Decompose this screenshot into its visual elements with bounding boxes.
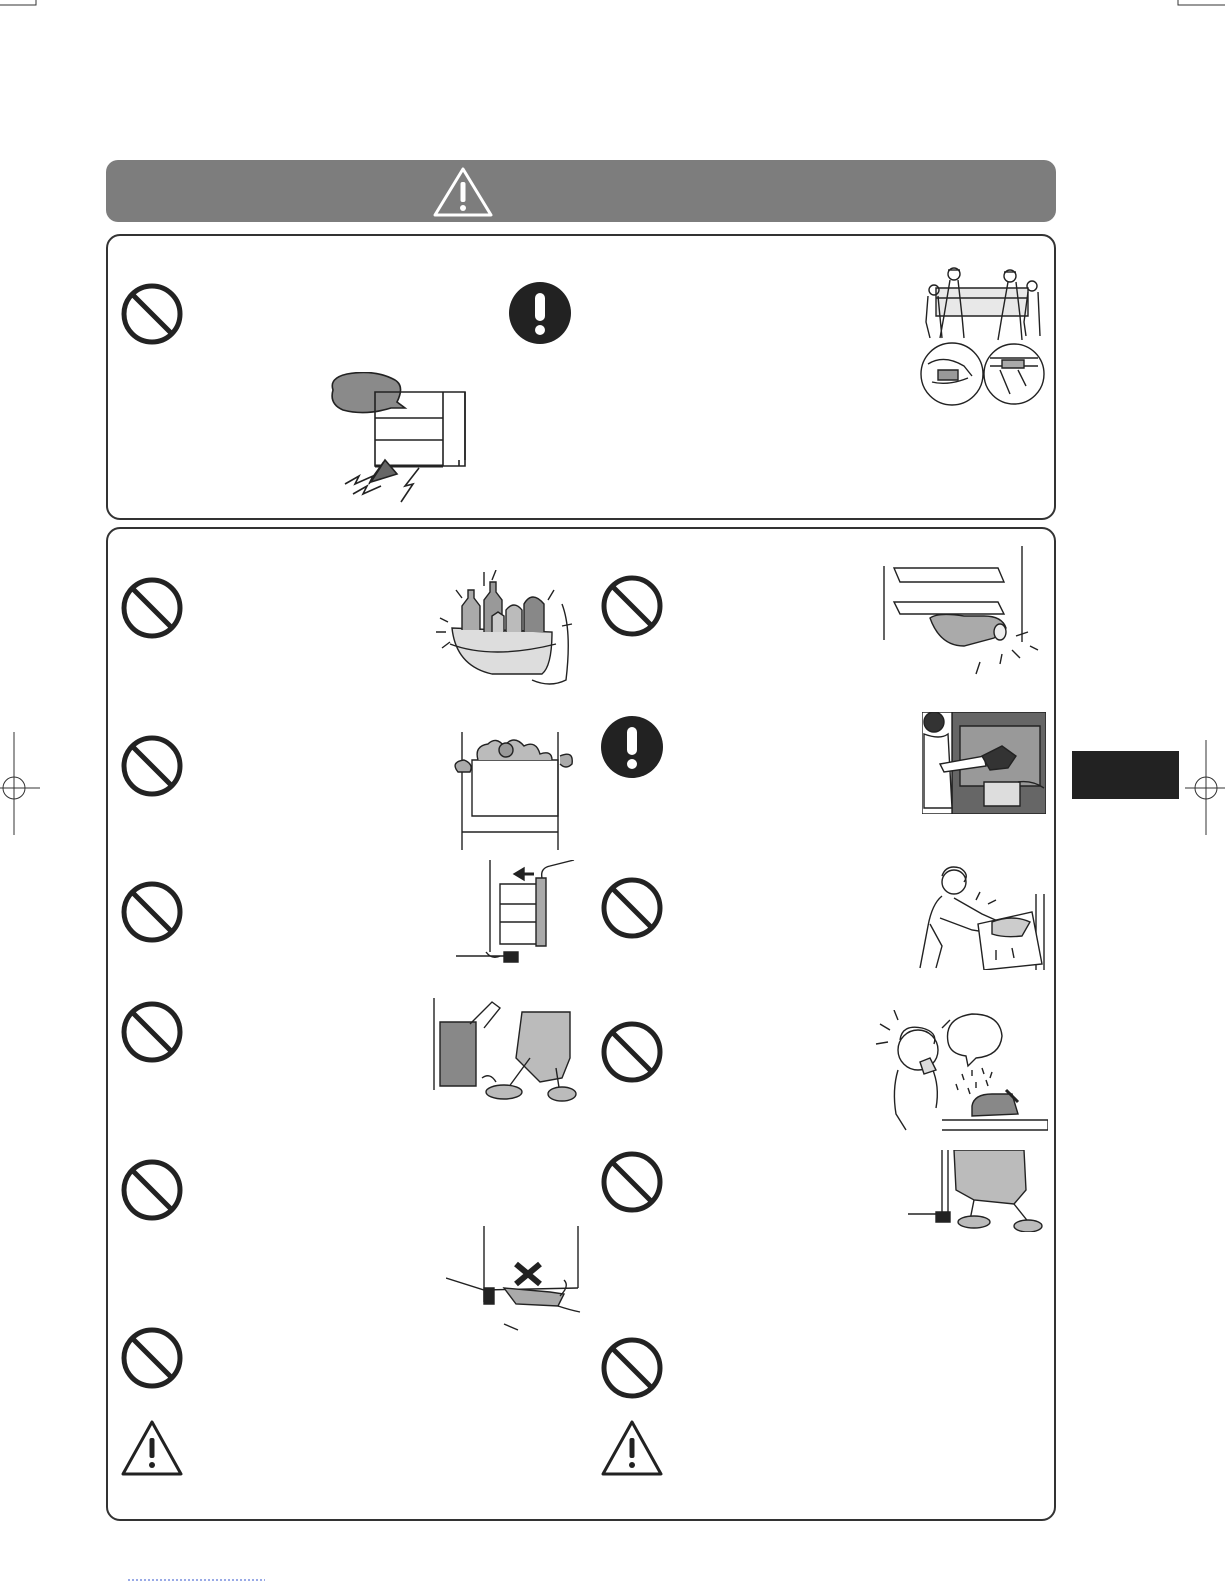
prohibition-icon — [120, 734, 184, 798]
prohibition-icon — [120, 1000, 184, 1064]
food-blocking-door-illustration — [448, 732, 580, 850]
earthquake-fridge-illustration — [325, 372, 485, 504]
prohibition-icon — [600, 574, 664, 638]
warning-header-bar — [106, 160, 1056, 222]
prohibition-icon — [120, 1326, 184, 1390]
hand-under-fridge-illustration — [446, 1226, 582, 1336]
mandatory-exclamation-icon — [600, 715, 664, 779]
prohibition-icon — [600, 876, 664, 940]
caution-triangle-icon — [600, 1418, 664, 1478]
prohibition-icon — [600, 1150, 664, 1214]
prohibition-icon — [600, 1336, 664, 1400]
carrying-fridge-illustration — [914, 266, 1046, 408]
prohibition-icon — [120, 576, 184, 640]
section-tab — [1072, 751, 1179, 799]
closing-door-with-foot-illustration — [430, 998, 580, 1102]
foot-near-fridge-illustration — [904, 1150, 1046, 1232]
prohibition-icon — [120, 282, 184, 346]
reaching-drawer-illustration — [912, 864, 1046, 970]
prohibition-icon — [120, 1158, 184, 1222]
mandatory-exclamation-icon — [508, 281, 572, 345]
overloaded-door-pocket-illustration — [432, 570, 580, 688]
prohibition-icon — [120, 880, 184, 944]
caution-triangle-icon — [120, 1418, 184, 1478]
dropping-item-illustration — [922, 712, 1046, 814]
prohibition-icon — [600, 1020, 664, 1084]
spoiled-food-illustration — [872, 1010, 1048, 1138]
pushing-drawer-illustration — [456, 860, 576, 970]
warning-triangle-icon — [432, 166, 494, 218]
bottle-on-shelf-illustration — [880, 546, 1040, 676]
